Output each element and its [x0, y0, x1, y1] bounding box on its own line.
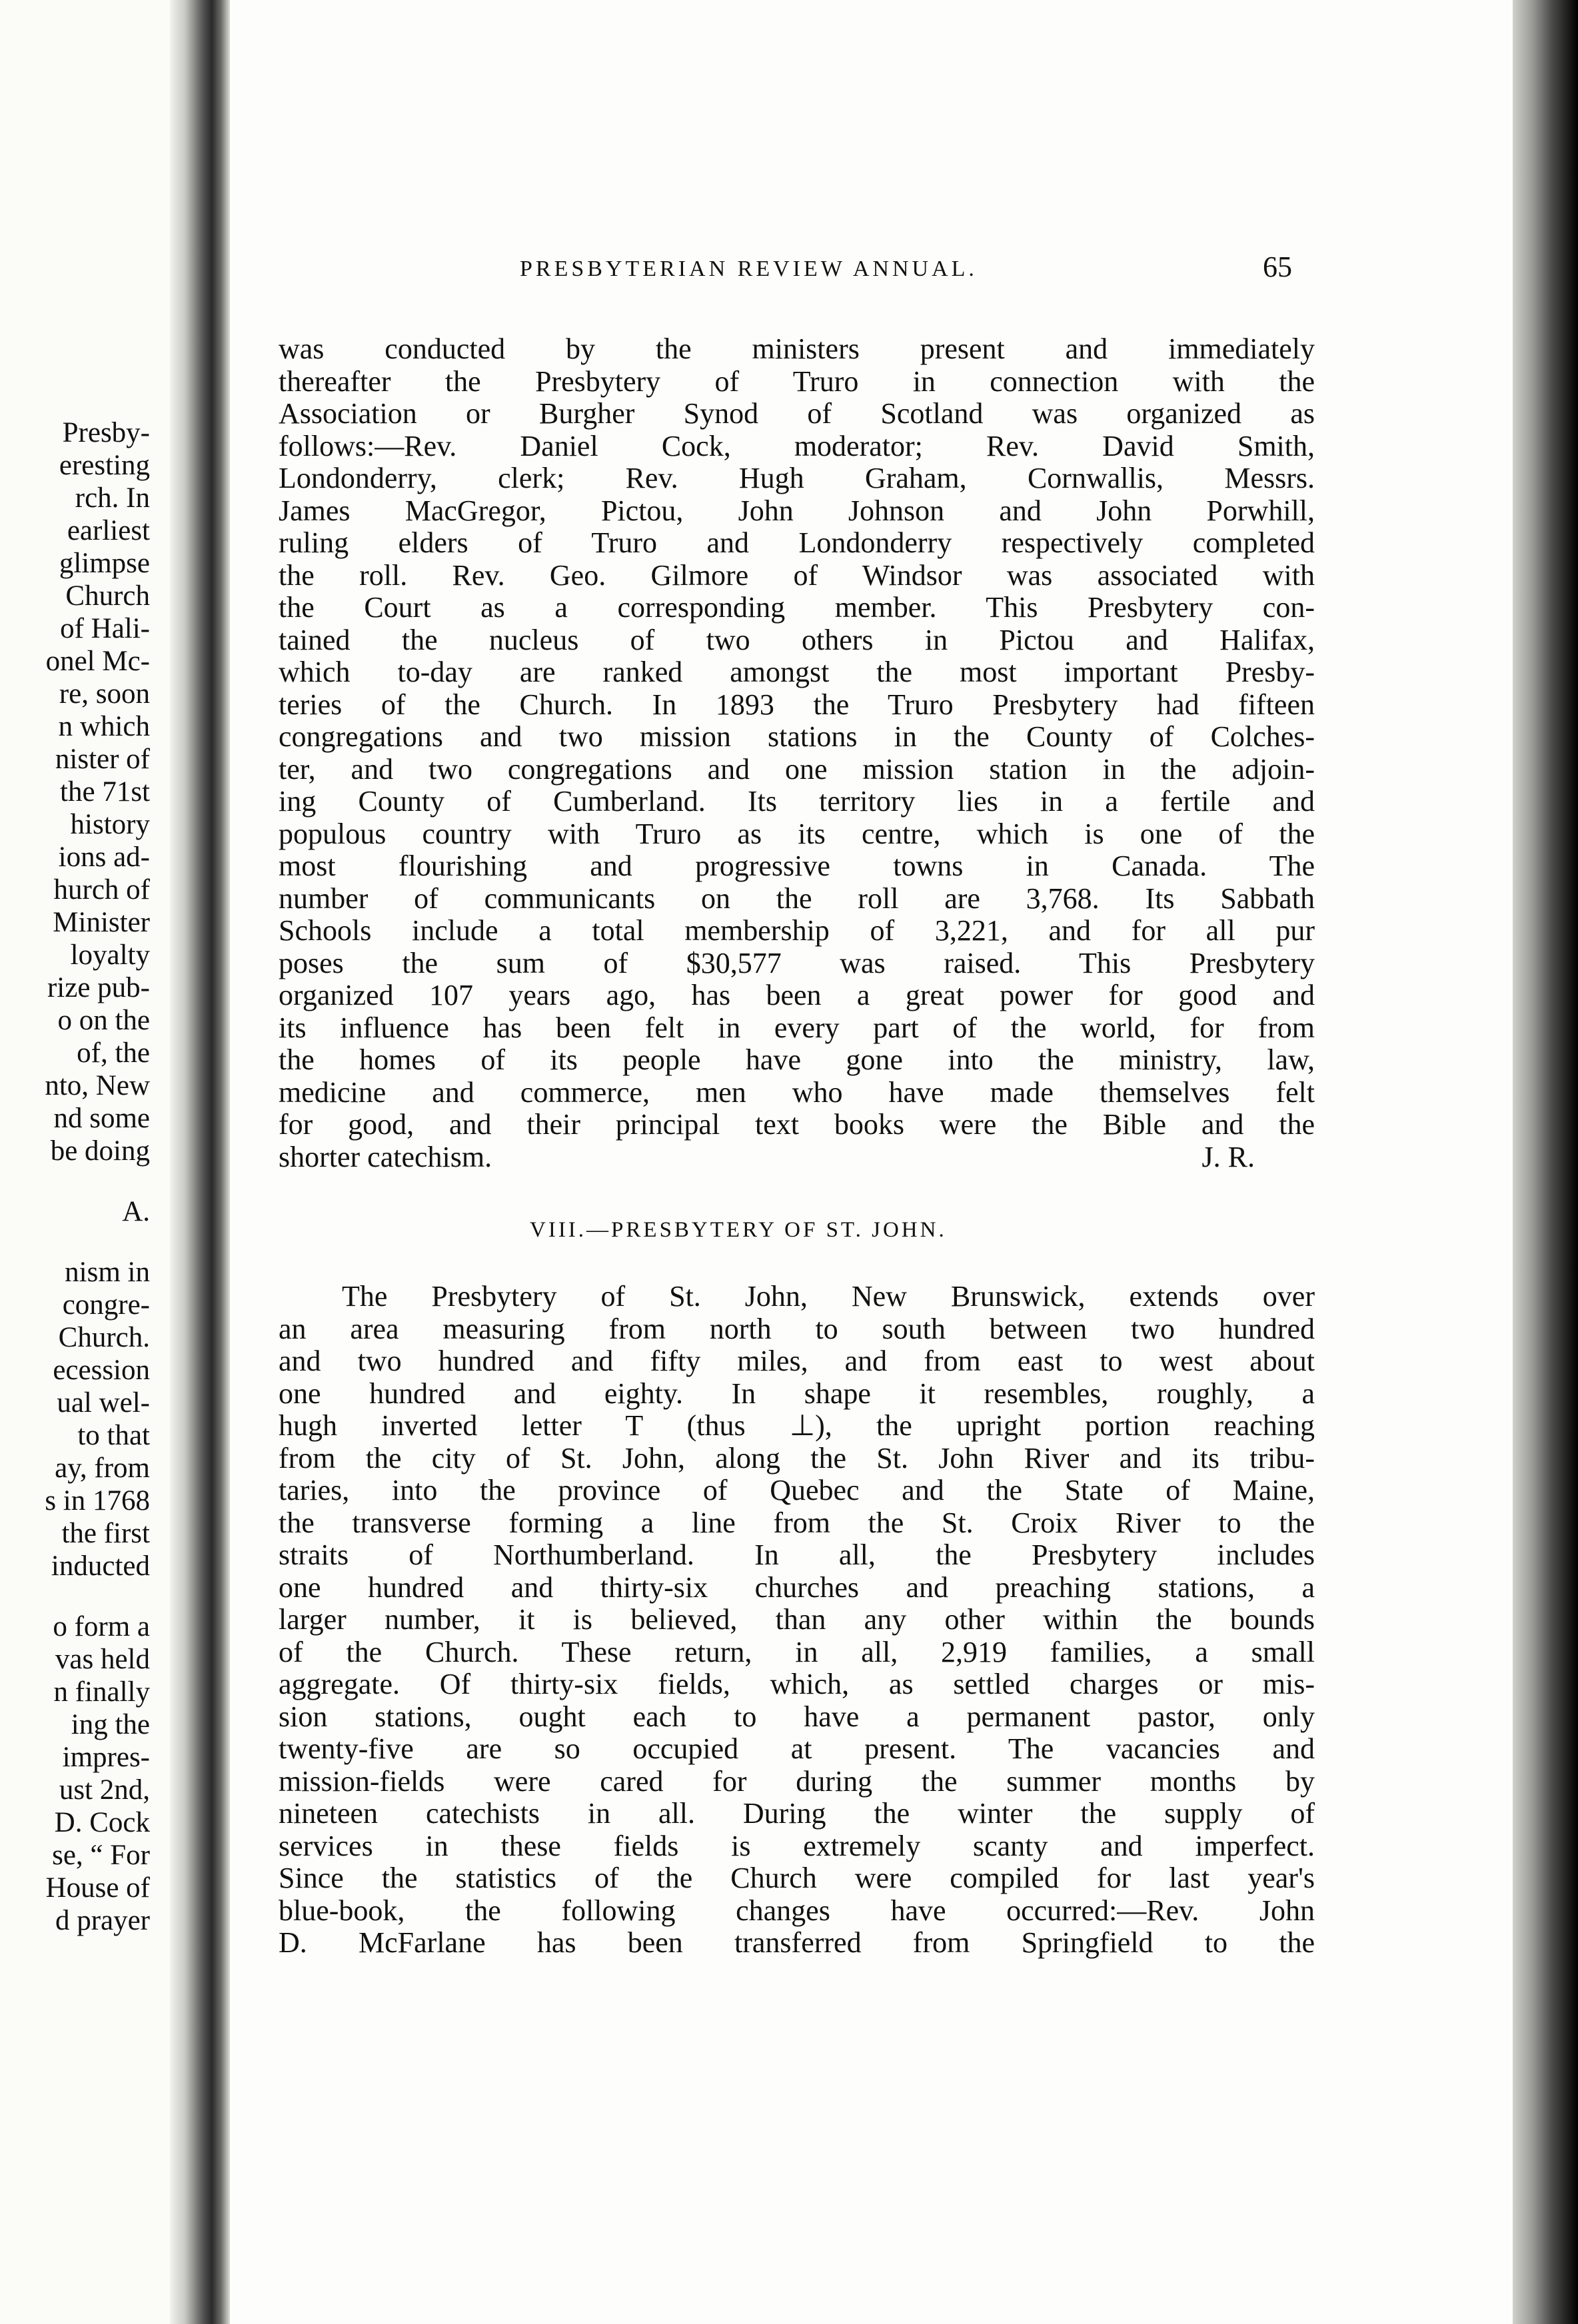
paragraph-last-line: shorter catechism. [279, 1140, 492, 1173]
text-line: teries of the Church. In 1893 the Truro Presbytery had fifteen [279, 688, 1315, 721]
left-fragment-line: ing the [71, 1709, 150, 1740]
paragraph-st-john-presbytery [279, 1281, 1315, 1960]
text-line: nineteen catechists in all. During the winter the supply of [279, 1797, 1315, 1830]
left-fragment-line: nism in [65, 1257, 150, 1288]
page-edge [1513, 0, 1578, 2324]
left-page-text-fragments [0, 416, 150, 1937]
book-gutter [170, 0, 230, 2324]
text-line: populous country with Truro as its centre, which is one of the [279, 817, 1315, 850]
left-fragment-line: se, “ For [52, 1840, 150, 1871]
text-line: the transverse forming a line from the St. Croix River to the [279, 1506, 1315, 1539]
left-fragment-line: rch. In [75, 482, 150, 514]
author-initials: J. R. [1201, 1140, 1255, 1173]
text-line: Londonderry, clerk; Rev. Hugh Graham, Cornwallis, Messrs. [279, 462, 1315, 494]
text-line: straits of Northumberland. In all, the Presbytery includes [279, 1538, 1315, 1571]
text-line: its influence has been felt in every part of the world, for from [279, 1011, 1315, 1044]
text-line: one hundred and eighty. In shape it resembles, roughly, a [279, 1377, 1315, 1410]
left-fragment-line: of Hali- [60, 613, 150, 644]
text-line: services in these fields is extremely scanty and imperfect. [279, 1829, 1315, 1862]
left-fragment-line: d prayer [55, 1905, 150, 1936]
text-line: tained the nucleus of two others in Pictou and Halifax, [279, 623, 1315, 656]
left-fragment-line: loyalty [70, 939, 150, 971]
text-line: an area measuring from north to south between two hundred [279, 1312, 1315, 1345]
text-line: ruling elders of Truro and Londonderry respectively completed [279, 526, 1315, 559]
left-fragment-line: of, the [77, 1037, 150, 1069]
text-line: for good, and their principal text books were the Bible and the [279, 1108, 1315, 1141]
text-line: The Presbytery of St. John, New Brunswick, extends over [342, 1280, 1315, 1313]
left-fragment-line: nto, New [45, 1070, 150, 1101]
left-fragment-line: ust 2nd, [59, 1774, 150, 1806]
left-fragment-line: n which [58, 711, 150, 742]
text-line: ter, and two congregations and one mission station in the adjoin- [279, 752, 1315, 786]
text-line: poses the sum of $30,577 was raised. This Presbytery [279, 946, 1315, 979]
left-fragment-line: nister of [55, 744, 150, 775]
left-fragment-line: congre- [62, 1289, 150, 1321]
text-line: larger number, it is believed, than any other within the bounds [279, 1603, 1315, 1636]
left-fragment-line: eresting [59, 450, 150, 481]
text-line: blue-book, the following changes have occurred:—Rev. John [279, 1894, 1315, 1927]
text-line: one hundred and thirty-six churches and preaching stations, a [279, 1570, 1315, 1604]
text-line: Since the statistics of the Church were compiled for last year's [279, 1862, 1315, 1894]
left-fragment-line: n finally [53, 1676, 150, 1708]
left-fragment-line: history [70, 809, 150, 840]
text-line: sion stations, ought each to have a permanent pastor, only [279, 1700, 1315, 1733]
left-fragment-line: Church. [58, 1322, 150, 1353]
text-line: congregations and two mission stations in the County of Colches- [279, 720, 1315, 753]
text-line: ing County of Cumberland. Its territory lies in a fertile and [279, 785, 1315, 818]
text-line: thereafter the Presbytery of Truro in connection with the [279, 364, 1315, 398]
text-line: number of communicants on the roll are 3,768. Its Sabbath [279, 881, 1315, 915]
left-fragment-line: A. [122, 1196, 150, 1227]
left-fragment-line: o form a [53, 1611, 150, 1642]
left-page [0, 0, 193, 2324]
running-header: PRESBYTERIAN REVIEW ANNUAL. [520, 257, 978, 281]
text-line: Schools include a total membership of 3,221, and for all pur [279, 914, 1315, 947]
paragraph-truro-presbytery [279, 333, 1315, 1173]
left-fragment-line: Minister [53, 907, 150, 938]
left-fragment-line: the 71st [60, 776, 150, 808]
section-heading: VIII.—PRESBYTERY OF ST. JOHN. [530, 1218, 947, 1242]
text-line: twenty-five are so occupied at present. The vacancies and [279, 1732, 1315, 1765]
left-fragment-line: inducted [51, 1550, 150, 1582]
text-line: taries, into the province of Quebec and the State of Maine, [279, 1474, 1315, 1506]
left-fragment-line: D. Cock [54, 1807, 150, 1838]
text-line: from the city of St. John, along the St. John River and its tribu- [279, 1441, 1315, 1474]
left-fragment-line: be doing [50, 1135, 150, 1167]
left-fragment-line: s in 1768 [45, 1485, 150, 1516]
left-fragment-line: the first [61, 1518, 150, 1549]
left-fragment-line: to that [77, 1420, 150, 1451]
left-fragment-line: ual wel- [57, 1387, 150, 1419]
text-line: was conducted by the ministers present and immediately [279, 332, 1315, 365]
text-line: medicine and commerce, men who have made themselves felt [279, 1075, 1315, 1109]
left-fragment-line: House of [45, 1872, 150, 1904]
page-number: 65 [1263, 251, 1292, 283]
left-fragment-line: ions ad- [58, 842, 150, 873]
left-fragment-line: Church [65, 580, 150, 612]
text-line: organized 107 years ago, has been a great power for good and [279, 979, 1315, 1011]
left-fragment-line: nd some [53, 1103, 150, 1134]
text-line: follows:—Rev. Daniel Cock, moderator; Rev. David Smith, [279, 429, 1315, 462]
left-fragment-line: Presby- [62, 417, 150, 448]
left-fragment-line: glimpse [59, 548, 150, 579]
text-line [279, 1141, 1315, 1174]
text-line: which to-day are ranked amongst the most important Presby- [279, 656, 1315, 688]
left-fragment-line: vas held [55, 1644, 150, 1675]
left-fragment-line: re, soon [59, 678, 150, 710]
text-line: the roll. Rev. Geo. Gilmore of Windsor was associated with [279, 558, 1315, 592]
text-line: D. McFarlane has been transferred from Springfield to the [279, 1926, 1315, 1959]
text-line: Association or Burgher Synod of Scotland was organized as [279, 397, 1315, 430]
left-fragment-line: rize pub- [47, 972, 150, 1003]
left-fragment-line: impres- [62, 1742, 150, 1773]
left-fragment-line: onel Mc- [45, 646, 150, 677]
text-line: the homes of its people have gone into the ministry, law, [279, 1043, 1315, 1076]
text-line: most flourishing and progressive towns in Canada. The [279, 850, 1315, 882]
text-line: and two hundred and fifty miles, and from east to west about [279, 1345, 1315, 1377]
text-line: James MacGregor, Pictou, John Johnson and John Porwhill, [279, 494, 1315, 527]
left-fragment-line: o on the [57, 1005, 150, 1036]
left-fragment-line: ecession [53, 1355, 150, 1386]
text-line: the Court as a corresponding member. This Presbytery con- [279, 591, 1315, 624]
text-line: of the Church. These return, in all, 2,919 families, a small [279, 1635, 1315, 1668]
left-fragment-line: ay, from [55, 1452, 150, 1484]
text-line: hugh inverted letter T (thus ⊥), the upright portion reaching [279, 1409, 1315, 1442]
text-line: aggregate. Of thirty-six fields, which, as settled charges or mis- [279, 1668, 1315, 1700]
text-line: mission-fields were cared for during the summer months by [279, 1764, 1315, 1798]
left-fragment-line: hurch of [53, 874, 150, 905]
left-fragment-line: earliest [67, 515, 150, 546]
